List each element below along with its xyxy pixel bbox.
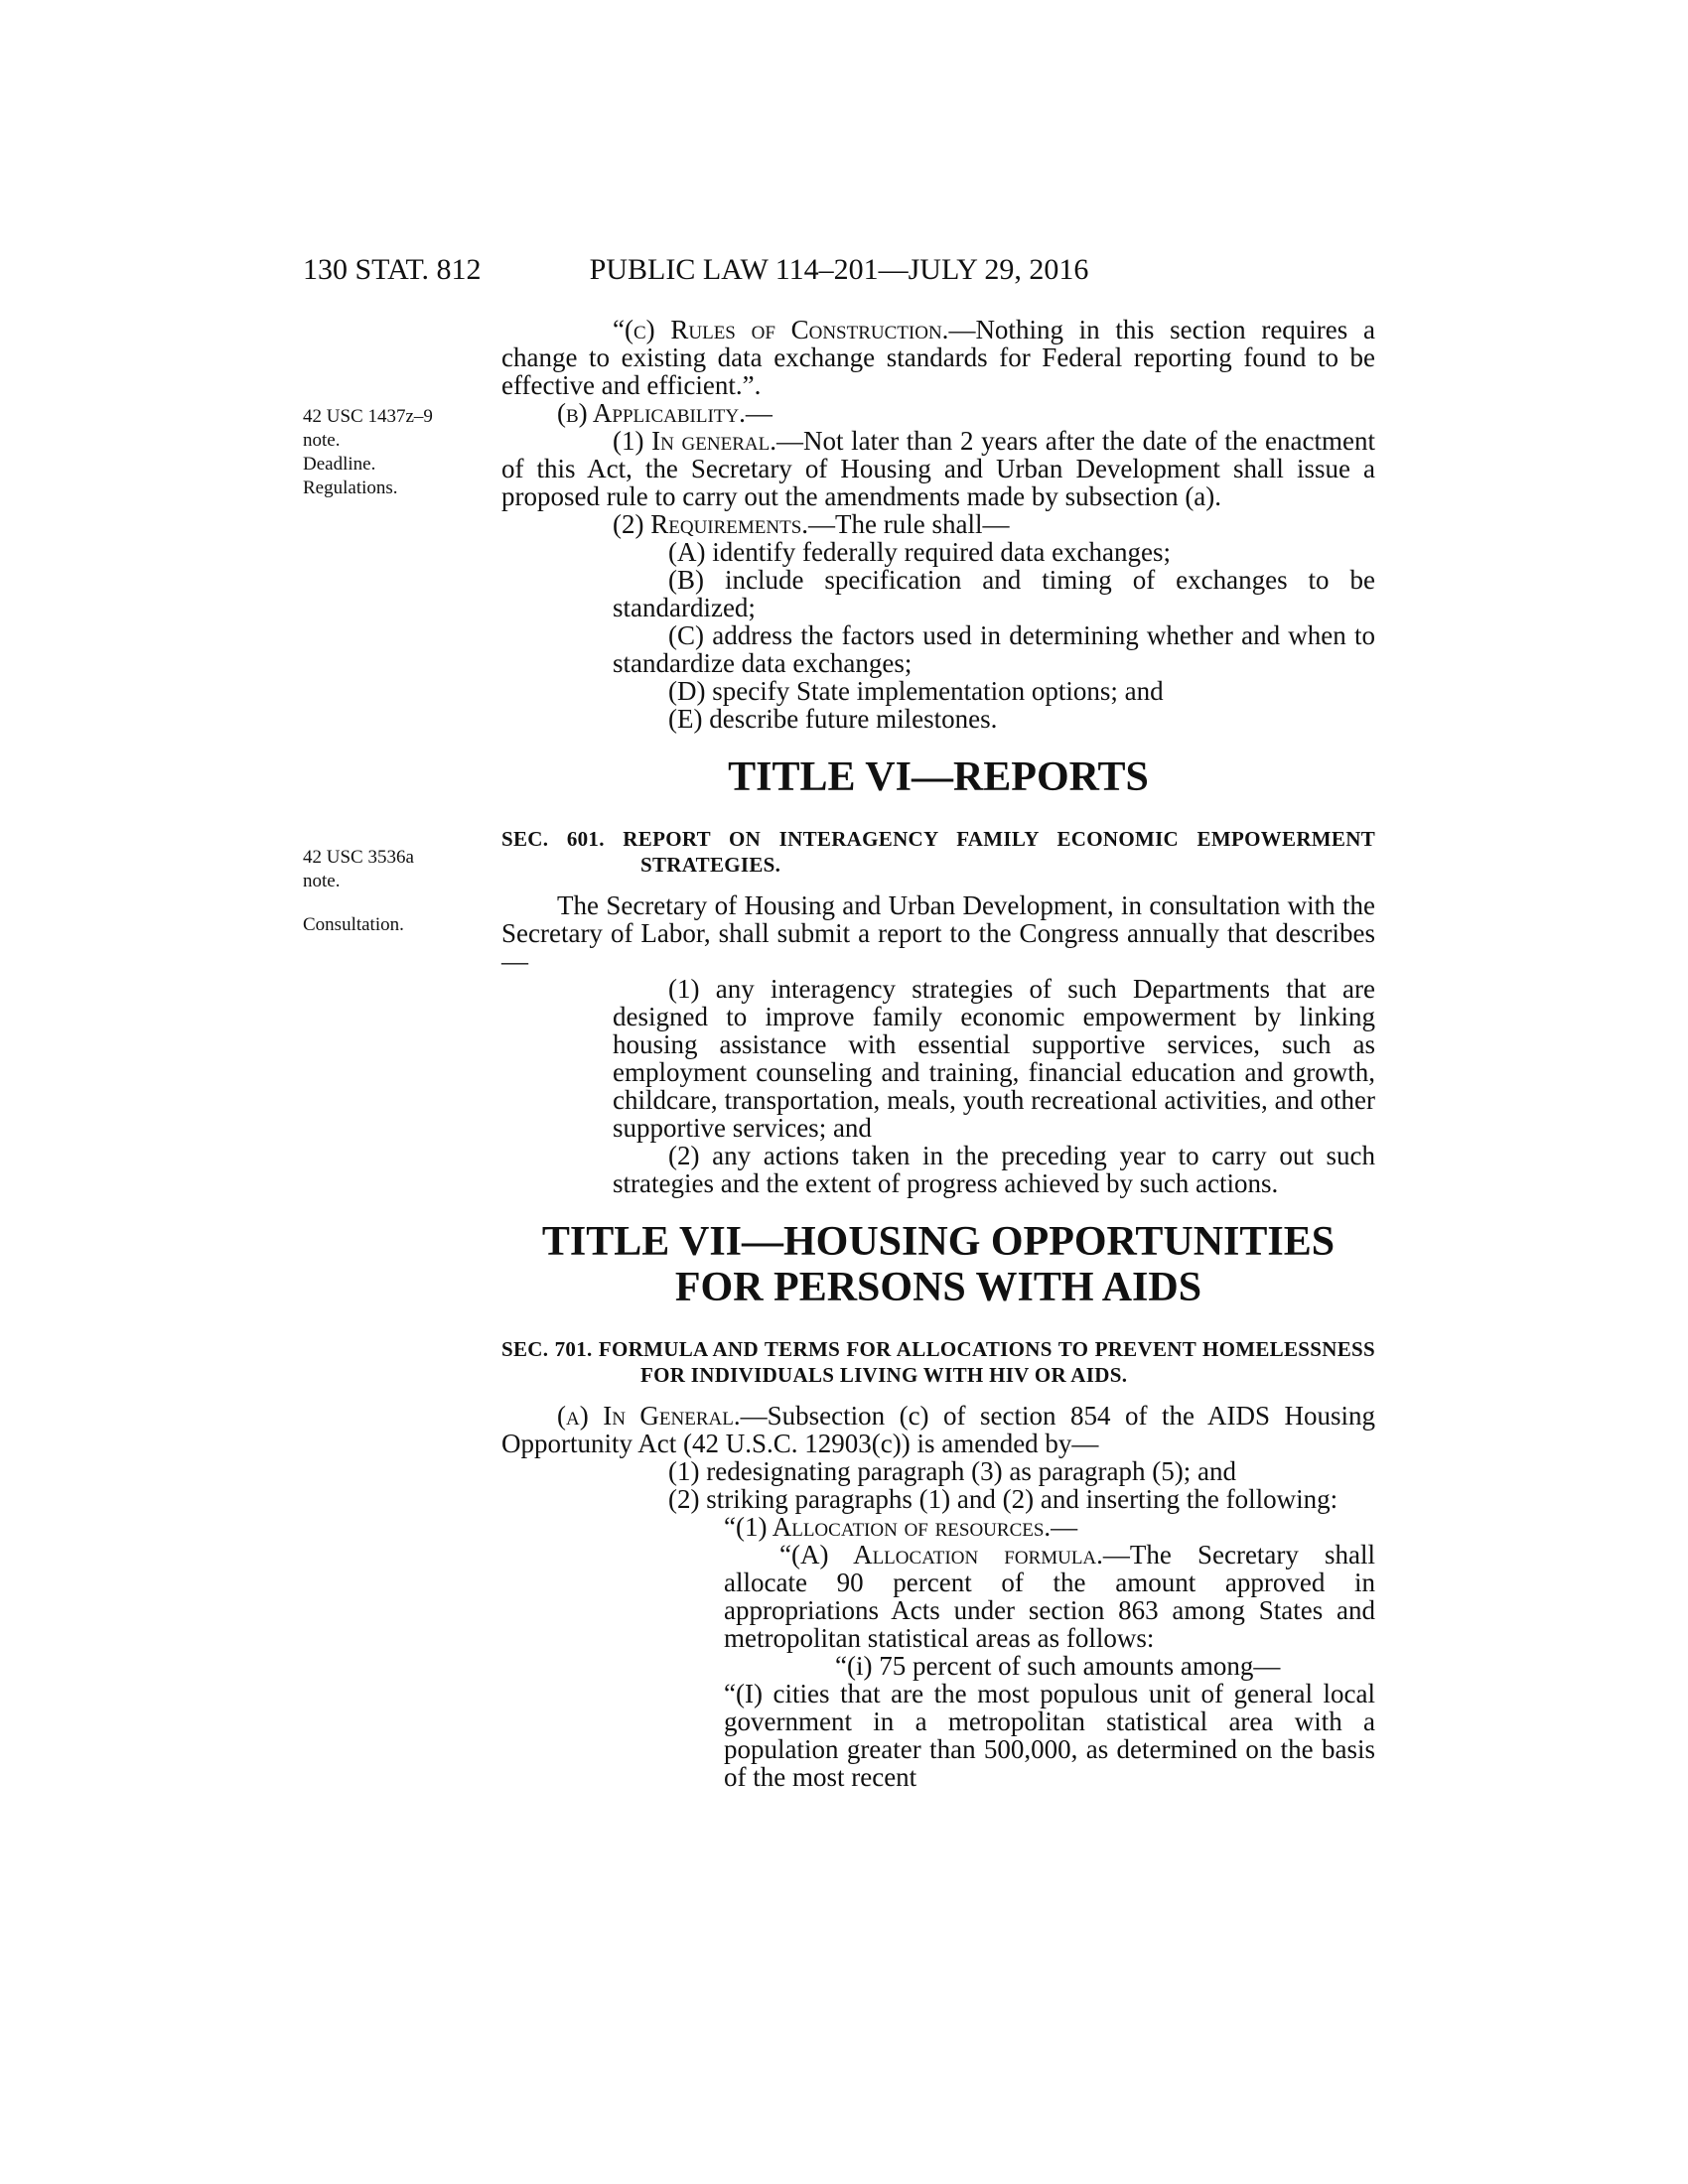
margin-note-usc-1437z: 42 USC 1437z–9 note. Deadline. Regulations.: [303, 406, 433, 498]
title-vii-heading-line1: TITLE VII—HOUSING OPPORTUNITIES: [541, 1219, 1336, 1265]
section-701-item-1: (1) redesignating paragraph (3) as paragraph (5); and: [668, 1456, 1236, 1486]
allocation-75-percent: “(i) 75 percent of such amounts among—: [835, 1651, 1281, 1681]
requirement-b: (B) include specification and timing of exchanges to be standardized;: [613, 565, 1375, 622]
applicability-requirements: (2) Requirements.—The rule shall—: [613, 509, 1010, 539]
title-vii-heading-line2: FOR PERSONS WITH AIDS: [674, 1265, 1202, 1310]
rules-of-construction: “(c) Rules of Construction.—Nothing in this section requires a change to existing data exchange standards for Federal reporting found to be effective and efficient.”.: [501, 315, 1375, 400]
margin-note-consultation: Consultation.: [303, 914, 404, 935]
section-601-intro: The Secretary of Housing and Urban Development, in consultation with the Secretary of Labor, shall submit a report to the Congress annually that describes—: [501, 890, 1375, 976]
section-601-heading: SEC. 601. REPORT ON INTERAGENCY FAMILY ECONOMIC EMPOWERMENT STRATEGIES.: [501, 827, 1375, 877]
allocation-cities: “(I) cities that are the most populous unit of general local government in a metropolitan statistical area with a population greater than 500,000, as determined on the basis of the most recent: [724, 1679, 1375, 1792]
applicability-heading: (b) Applicability.—: [557, 398, 773, 428]
allocation-formula: “(A) Allocation formula.—The Secretary shall allocate 90 percent of the amount approved in appropriations Acts under section 863 among States and metropolitan statistical areas as follows:: [724, 1540, 1375, 1653]
requirement-a: (A) identify federally required data exchanges;: [668, 537, 1172, 567]
title-vi-heading: TITLE VI—REPORTS: [728, 754, 1149, 800]
requirement-c: (C) address the factors used in determining whether and when to standardize data exchanges;: [613, 620, 1375, 678]
section-701-heading: SEC. 701. FORMULA AND TERMS FOR ALLOCATIONS TO PREVENT HOMELESSNESS FOR INDIVIDUALS LIVING WITH HIV OR AIDS.: [501, 1337, 1375, 1387]
section-601-item-1: (1) any interagency strategies of such Departments that are designed to improve family economic empowerment by linking housing assistance with essential supportive services, such as employment counseling and training, financial education and growth, childcare, transportation, meals, youth recreational activities, and other supportive services; and: [613, 974, 1375, 1143]
section-701-in-general: (a) In General.—Subsection (c) of section 854 of the AIDS Housing Opportunity Act (42 U.S.C. 12903(c)) is amended by—: [501, 1401, 1375, 1458]
requirement-d: (D) specify State implementation options; and: [668, 676, 1164, 706]
allocation-of-resources: “(1) Allocation of resources.—: [724, 1512, 1078, 1542]
margin-note-usc-3536a: 42 USC 3536a note.: [303, 847, 414, 891]
section-701-item-2: (2) striking paragraphs (1) and (2) and inserting the following:: [668, 1484, 1338, 1514]
applicability-in-general: (1) In general.—Not later than 2 years after the date of the enactment of this Act, the Secretary of Housing and Urban Development shall issue a proposed rule to carry out the amendments made by subsection (a).: [501, 426, 1375, 511]
requirement-e: (E) describe future milestones.: [668, 704, 998, 734]
running-head: [303, 250, 1375, 290]
public-law-heading: PUBLIC LAW 114–201—JULY 29, 2016: [589, 253, 1089, 286]
section-601-item-2: (2) any actions taken in the preceding year to carry out such strategies and the extent of progress achieved by such actions.: [613, 1141, 1375, 1198]
statute-text: [501, 316, 1375, 1791]
stat-page-number: 130 STAT. 812: [303, 253, 482, 286]
